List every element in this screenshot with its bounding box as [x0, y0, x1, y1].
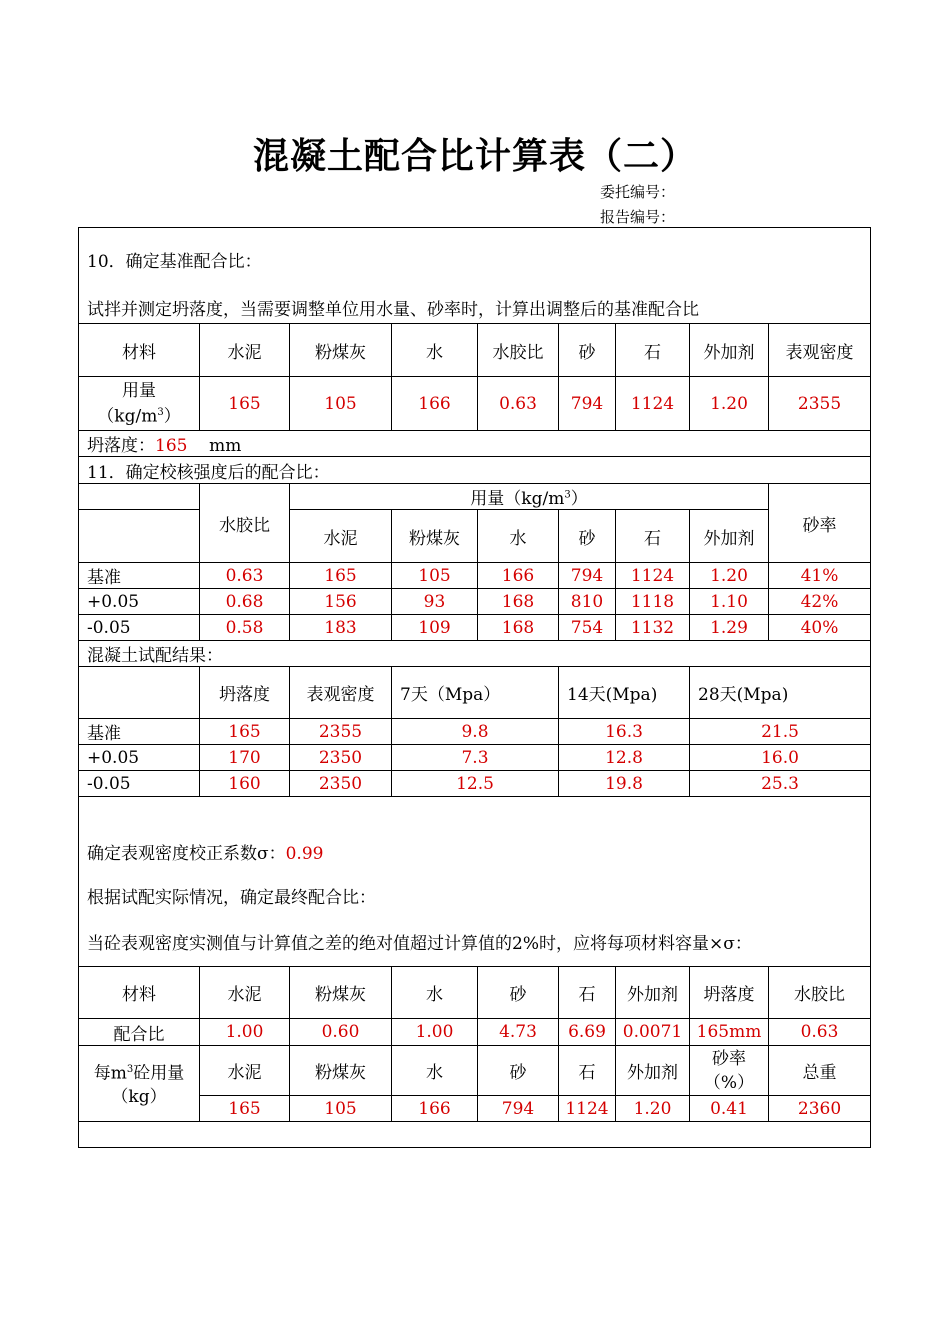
blank-cell: [79, 510, 200, 563]
table-row: 165 105 166 794 1124 1.20 0.41 2360: [79, 1096, 871, 1122]
per-m3-header-admixture: 外加剂: [616, 1046, 690, 1096]
blank-cell: [79, 484, 200, 510]
s11-usage-group-header: 用量$(kg/m^3)$: [290, 484, 769, 510]
s11-header-fly-ash: 粉煤灰: [392, 510, 478, 563]
base-fly-ash-value: 105: [290, 377, 392, 431]
slump-unit: mm: [209, 436, 242, 456]
s11-header-cement: 水泥: [290, 510, 392, 563]
table-row: +0.05 170 2350 7.3 12.8 16.0: [79, 745, 871, 771]
correction-coefficient-line: 确定表观密度校正系数σ：0.99: [87, 844, 324, 864]
report-number-label: 报告编号：: [600, 208, 676, 226]
slump-value: 165: [155, 436, 188, 456]
per-m3-label: 每$m^3$砼用量 （kg）: [79, 1046, 200, 1122]
table-row: 基准 165 2355 9.8 16.3 21.5: [79, 719, 871, 745]
slump-row: [79, 431, 871, 457]
s11-header-water: 水: [478, 510, 559, 563]
final-header-wb-ratio: 水胶比: [769, 967, 871, 1019]
header-water: 水: [392, 324, 478, 377]
final-header-admixture: 外加剂: [616, 967, 690, 1019]
ratio-label: 配合比: [79, 1019, 200, 1046]
usage-label: 用量 $(kg/m^3)$: [79, 377, 200, 431]
per-m3-header-sand: 砂: [478, 1046, 559, 1096]
trial-header-7d: 7天（Mpa）: [392, 667, 559, 719]
slump-label: 坍落度：: [87, 436, 155, 456]
header-fly-ash: 粉煤灰: [290, 324, 392, 377]
base-stone-value: 1124: [616, 377, 690, 431]
s11-wb-header: 水胶比: [200, 484, 290, 563]
per-m3-header-water: 水: [392, 1046, 478, 1096]
blank-cell: [79, 667, 200, 719]
s11-sand-rate-header: 砂率: [769, 484, 871, 563]
blank-footer-row: [79, 1122, 871, 1148]
header-cement: 水泥: [200, 324, 290, 377]
density-rule-note: 当砼表观密度实测值与计算值之差的绝对值超过计算值的2%时，应将每项材料容量×σ：: [87, 934, 752, 954]
header-sand: 砂: [559, 324, 616, 377]
table-row: -0.05 160 2350 12.5 19.8 25.3: [79, 771, 871, 797]
trial-header-14d: 14天(Mpa): [559, 667, 690, 719]
trial-header-28d: 28天(Mpa): [690, 667, 871, 719]
per-m3-header-sand-rate: 砂率 （%）: [690, 1046, 769, 1096]
correction-coefficient-value: 0.99: [285, 844, 324, 864]
base-sand-value: 794: [559, 377, 616, 431]
trial-header-slump: 坍落度: [200, 667, 290, 719]
header-admixture: 外加剂: [690, 324, 769, 377]
header-stone: 石: [616, 324, 690, 377]
final-header-water: 水: [392, 967, 478, 1019]
page-title: 混凝土配合比计算表（二）: [252, 135, 697, 177]
section-10-heading: 10．确定基准配合比：: [79, 228, 871, 292]
per-m3-header-fly-ash: 粉煤灰: [290, 1046, 392, 1096]
table-row: -0.05 0.58 183 109 168 754 1132 1.29 40%: [79, 615, 871, 641]
header-wb-ratio: 水胶比: [478, 324, 559, 377]
section-11-heading: 11．确定校核强度后的配合比：: [79, 457, 871, 484]
trial-results-heading: 混凝土试配结果：: [79, 641, 871, 667]
base-density-value: 2355: [769, 377, 871, 431]
per-m3-header-total: 总重: [769, 1046, 871, 1096]
correction-notes: [79, 797, 871, 967]
base-admixture-value: 1.20: [690, 377, 769, 431]
final-header-sand: 砂: [478, 967, 559, 1019]
final-header-fly-ash: 粉煤灰: [290, 967, 392, 1019]
table-row: 基准 0.63 165 105 166 794 1124 1.20 41%: [79, 563, 871, 589]
mix-ratio-table: [78, 227, 871, 1148]
final-header-material: 材料: [79, 967, 200, 1019]
final-ratio-note: 根据试配实际情况，确定最终配合比：: [87, 888, 376, 908]
table-row: 配合比 1.00 0.60 1.00 4.73 6.69 0.0071 165mm 0.63: [79, 1019, 871, 1046]
base-cement-value: 165: [200, 377, 290, 431]
final-header-cement: 水泥: [200, 967, 290, 1019]
header-material: 材料: [79, 324, 200, 377]
base-water-value: 166: [392, 377, 478, 431]
header-density: 表观密度: [769, 324, 871, 377]
section-10-note: 试拌并测定坍落度，当需要调整单位用水量、砂率时，计算出调整后的基准配合比: [79, 292, 871, 324]
per-m3-header-cement: 水泥: [200, 1046, 290, 1096]
base-wb-ratio-value: 0.63: [478, 377, 559, 431]
final-header-stone: 石: [559, 967, 616, 1019]
s11-header-stone: 石: [616, 510, 690, 563]
per-m3-header-stone: 石: [559, 1046, 616, 1096]
table-row: +0.05 0.68 156 93 168 810 1118 1.10 42%: [79, 589, 871, 615]
commission-number-label: 委托编号：: [600, 183, 676, 201]
s11-header-admixture: 外加剂: [690, 510, 769, 563]
s11-header-sand: 砂: [559, 510, 616, 563]
trial-header-density: 表观密度: [290, 667, 392, 719]
final-header-slump: 坍落度: [690, 967, 769, 1019]
